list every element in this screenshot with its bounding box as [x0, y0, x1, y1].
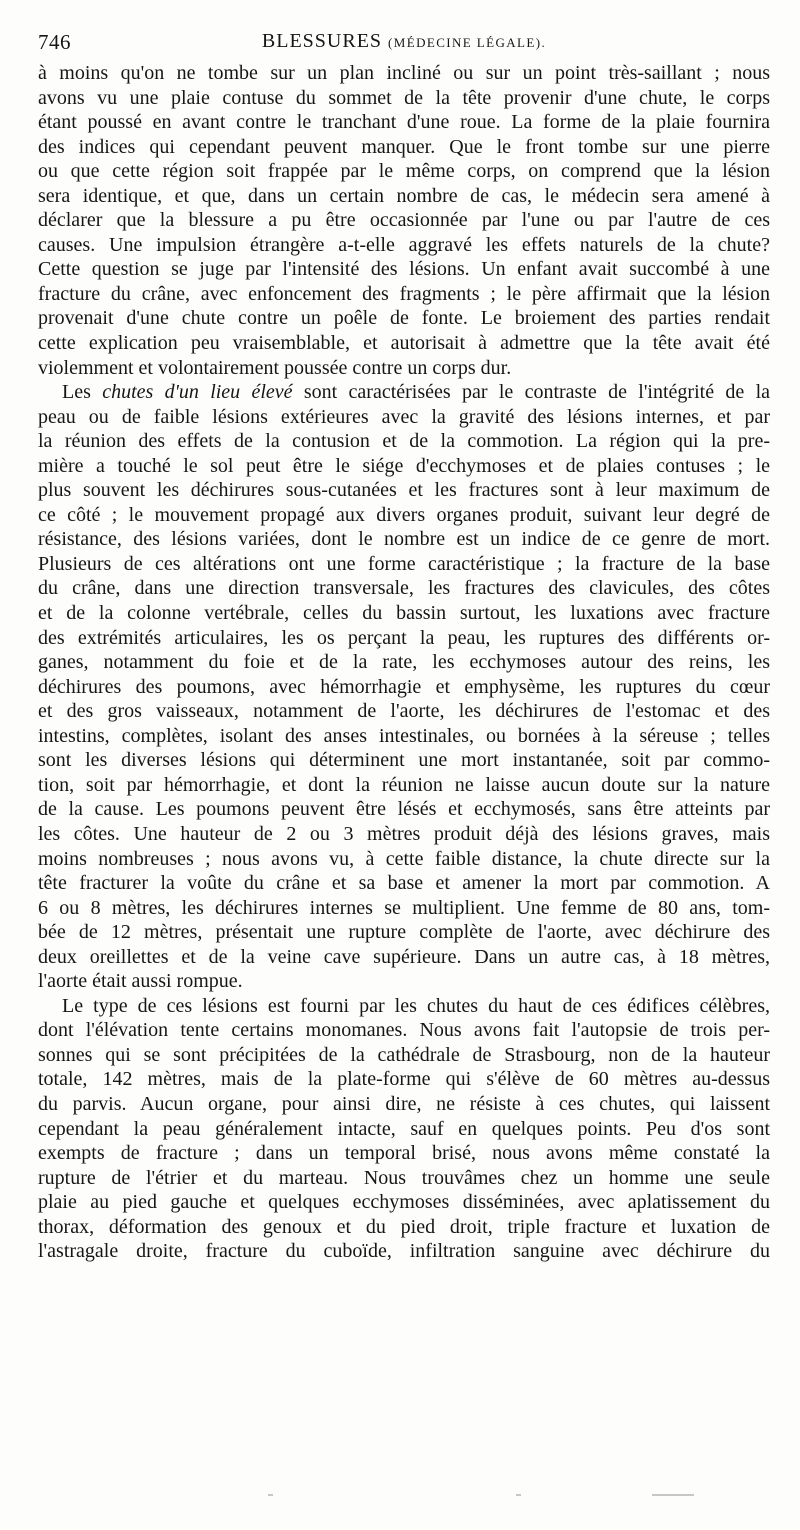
paragraph [38, 380, 770, 994]
text-line: des indices qui cependant peuvent manquer. Que le front tombe sur une pierre [38, 135, 770, 158]
text-line: tion, soit par hémorrhagie, et dont la réunion ne laisse aucun doute sur la nature [38, 773, 770, 796]
text-line: du parvis. Aucun organe, pour ainsi dire, ne résiste à ces chutes, qui laissent [38, 1092, 770, 1115]
scan-speck [268, 1494, 273, 1496]
text-line: mière a touché le sol peut être le siége d'ecchymoses et de plaies contuses ; le [38, 454, 770, 477]
text-line: ce côté ; le mouvement propagé aux divers organes produit, suivant leur degré de [38, 503, 770, 526]
running-header [38, 30, 770, 60]
text-line: avons vu une plaie contuse du sommet de la tête provenir d'une chute, le corps [38, 86, 770, 109]
text-line: 6 ou 8 mètres, les déchirures internes se multiplient. Une femme de 80 ans, tom- [38, 896, 770, 919]
text-line: thorax, déformation des genoux et du pied droit, triple fracture et luxation de [38, 1215, 770, 1238]
text-line: de la cause. Les poumons peuvent être lésés et ecchymosés, sans être atteints par [38, 798, 770, 821]
text-line: Cette question se juge par l'intensité des lésions. Un enfant avait succombé à une [38, 258, 770, 281]
text-line-first [38, 380, 770, 405]
text-line: peau ou de faible lésions extérieures avec la gravité des lésions internes, et par [38, 405, 770, 428]
running-title-main: BLESSURES [261, 30, 383, 52]
text-line: du crâne, dans une direction transversale, les fractures des clavicules, des côtes [38, 577, 770, 600]
text-line: l'aorte était aussi rompue. [38, 970, 243, 993]
text-line: deux oreillettes et de la veine cave supérieure. Dans un autre cas, à 18 mètres, [38, 945, 770, 968]
text-line: exempts de fracture ; dans un temporal brisé, nous avons même constaté la [38, 1142, 770, 1165]
text-run: sont caractérisées par le contraste de l'intégrité de la [292, 381, 771, 404]
text-line: bée de 12 mètres, présentait une rupture complète de l'aorte, avec déchirure des [38, 921, 770, 944]
text-line: rupture de l'étrier et du marteau. Nous trouvâmes chez un homme une seule [38, 1166, 770, 1189]
running-title [38, 30, 770, 53]
text-line: dont l'élévation tente certains monomanes. Nous avons fait l'autopsie de trois per- [38, 1019, 770, 1042]
text-line: ou que cette région soit frappée par le même corps, on comprend que la lésion [38, 160, 770, 183]
page-number: 746 [38, 30, 71, 54]
scan-speck [652, 1494, 694, 1496]
text-line: sonnes qui se sont précipitées de la cathédrale de Strasbourg, non de la hauteur [38, 1043, 770, 1066]
text-line: sera identique, et que, dans un certain nombre de cas, le médecin sera amené à [38, 184, 770, 207]
text-line: déclarer que la blessure a pu être occasionnée par l'une ou par l'autre de ces [38, 209, 770, 232]
scan-speck [516, 1494, 521, 1496]
paragraph [38, 61, 770, 380]
text-line: plaie au pied gauche et quelques ecchymoses disséminées, avec aplatissement du [38, 1191, 770, 1214]
text-line: sont les diverses lésions qui déterminent une mort instantanée, soit par commo- [38, 749, 770, 772]
text-line: provenait d'une chute contre un poêle de fonte. Le broiement des parties rendait [38, 307, 770, 330]
text-line: étant poussé en avant contre le tranchant d'une roue. La forme de la plaie fournira [38, 111, 770, 134]
text-line: tête fracturer la voûte du crâne et sa base et amener la mort par commotion. A [38, 872, 770, 895]
text-line: cependant la peau généralement intacte, sauf en quelques points. Peu d'os sont [38, 1117, 770, 1140]
running-title-sub: (MÉDECINE LÉGALE). [388, 35, 547, 50]
italic-term: chutes d'un lieu élevé [102, 381, 293, 404]
text-line: des extrémités articulaires, les os perçant la peau, les ruptures des différents or- [38, 626, 770, 649]
text-line: et des gros vaisseaux, notamment de l'aorte, les déchirures de l'estomac et des [38, 700, 770, 723]
text-line: l'astragale droite, fracture du cuboïde, infiltration sanguine avec déchirure du [38, 1240, 770, 1263]
text-line: déchirures des poumons, avec hémorrhagie et emphysème, les ruptures du cœur [38, 675, 770, 698]
text-line: totale, 142 mètres, mais de la plate-forme qui s'élève de 60 mètres au-dessus [38, 1068, 770, 1091]
text-line: les côtes. Une hauteur de 2 ou 3 mètres produit déjà des lésions graves, mais [38, 822, 770, 845]
text-line: Plusieurs de ces altérations ont une forme caractéristique ; la fracture de la base [38, 552, 770, 575]
text-line: fracture du crâne, avec enfoncement des fragments ; le père affirmait que la lésion [38, 282, 770, 305]
text-line: intestins, complètes, isolant des anses intestinales, ou bornées à la séreuse ; telles [38, 724, 770, 747]
text-line: ganes, notamment du foie et de la rate, les ecchymoses autour des reins, les [38, 651, 770, 674]
text-line: violemment et volontairement poussée contre un corps dur. [38, 356, 512, 379]
text-line: cette explication peu vraisemblable, et autorisait à admettre que la tête avait été [38, 332, 770, 355]
text-line-first: Le type de ces lésions est fourni par les chutes du haut de ces édifices célèbres, [62, 994, 770, 1017]
text-line: et de la colonne vertébrale, celles du bassin surtout, les luxations avec fracture [38, 602, 770, 625]
text-line: causes. Une impulsion étrangère a-t-elle aggravé les effets naturels de la chute? [38, 233, 770, 256]
scan-specks [0, 1494, 800, 1504]
text-run: Les [62, 381, 103, 404]
text-line: à moins qu'on ne tombe sur un plan incliné ou sur un point très-saillant ; nous [38, 62, 770, 84]
paragraph [38, 994, 770, 1264]
text-line: résistance, des lésions variées, dont le nombre est un indice de ce genre de mort. [38, 528, 770, 551]
text-line: moins nombreuses ; nous avons vu, à cette faible distance, la chute directe sur la [38, 847, 770, 870]
text-line: la réunion des effets de la contusion et de la commotion. La région qui la pre- [38, 430, 770, 453]
body-text [38, 61, 770, 1264]
text-line: plus souvent les déchirures sous-cutanées et les fractures sont à leur maximum de [38, 479, 770, 502]
